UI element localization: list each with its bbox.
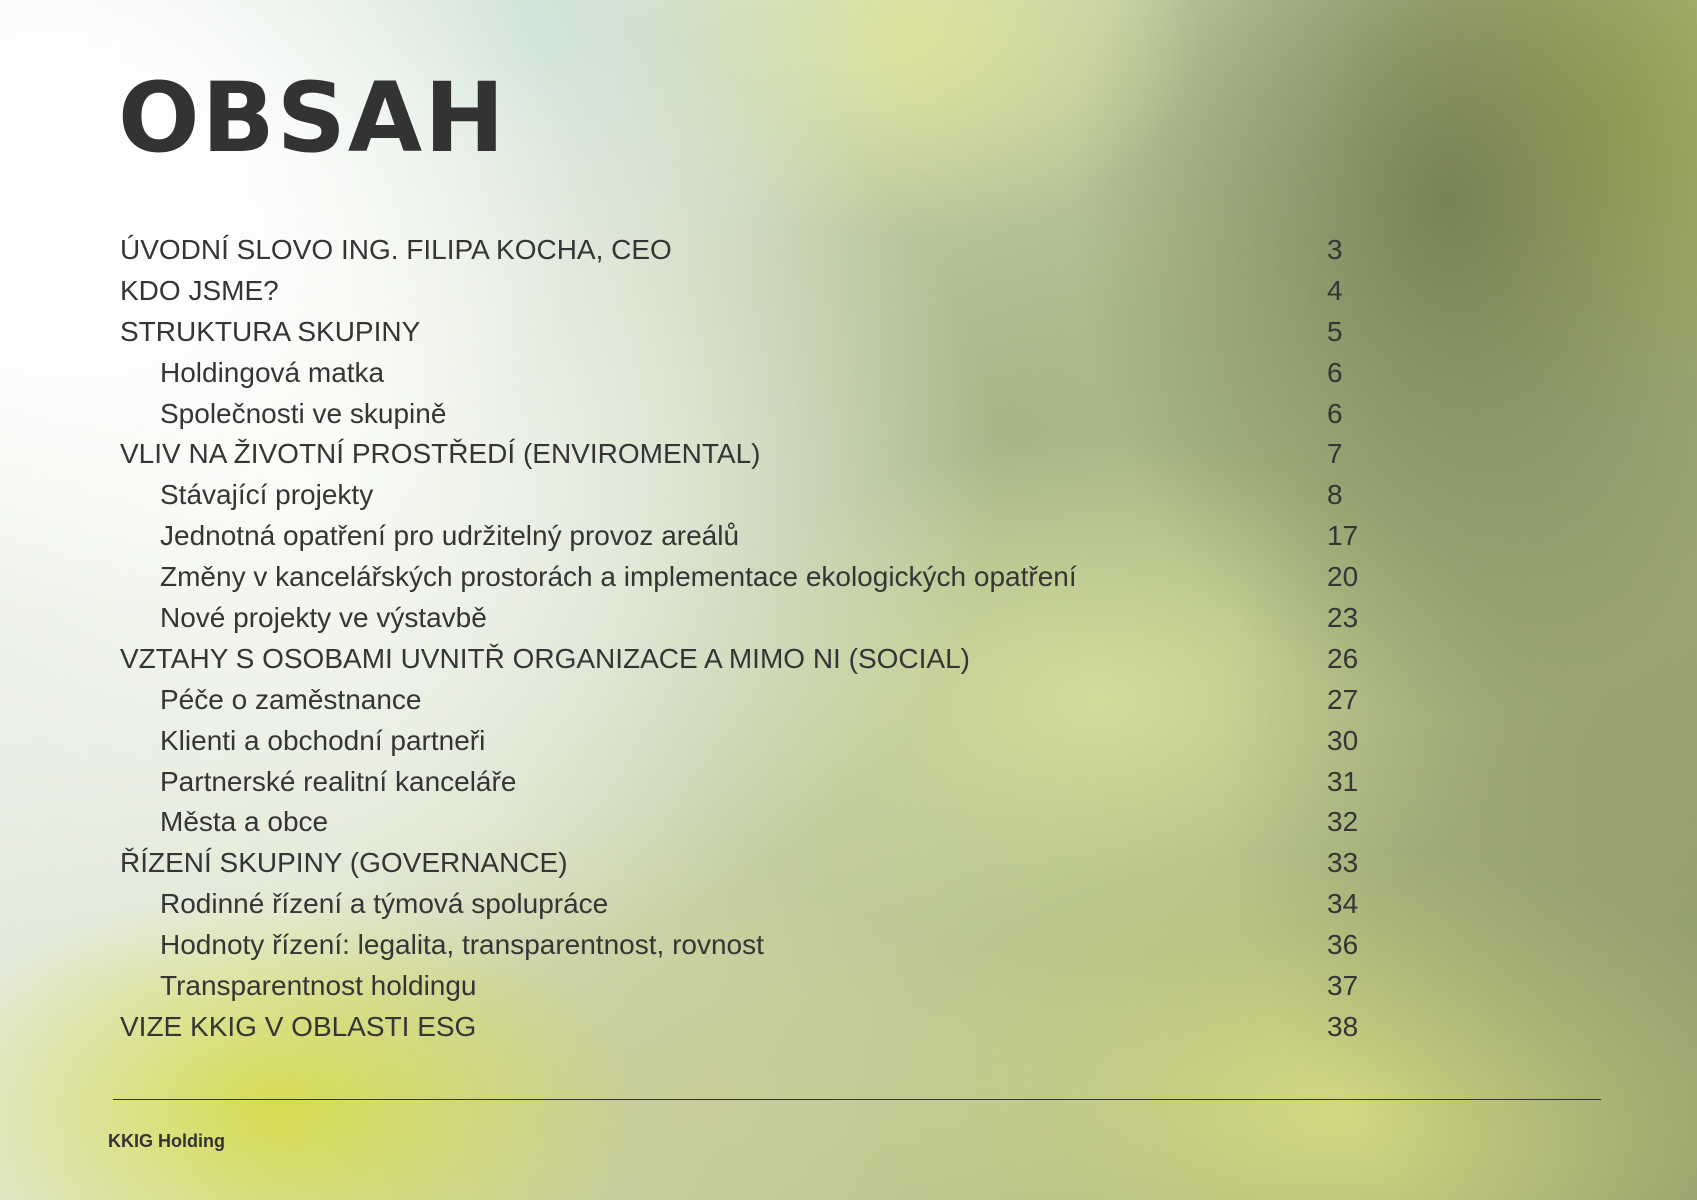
toc-entry-label: Holdingová matka — [160, 356, 385, 388]
table-of-contents — [120, 230, 1360, 1048]
toc-subentry[interactable] — [120, 721, 1360, 762]
toc-entry-page-number: 34 — [1327, 888, 1359, 920]
toc-entry-page-number: 17 — [1327, 520, 1359, 552]
toc-entry-label: Hodnoty řízení: legalita, transparentnost, rovnost — [160, 929, 764, 961]
toc-subentry[interactable] — [120, 516, 1360, 557]
toc-entry-page-number: 20 — [1327, 561, 1359, 593]
toc-entry[interactable] — [120, 230, 1360, 271]
toc-subentry[interactable] — [120, 680, 1360, 721]
toc-entry-label: Města a obce — [160, 806, 329, 838]
toc-entry-page-number: 31 — [1327, 765, 1359, 797]
toc-subentry[interactable] — [120, 557, 1360, 598]
toc-entry-label: Jednotná opatření pro udržitelný provoz areálů — [160, 520, 740, 552]
footer-divider — [113, 1099, 1601, 1100]
toc-entry-page-number: 36 — [1327, 929, 1359, 961]
toc-entry[interactable] — [120, 271, 1360, 312]
toc-entry-page-number: 3 — [1327, 234, 1343, 265]
toc-subentry[interactable] — [120, 762, 1360, 803]
toc-entry-label: Nové projekty ve výstavbě — [160, 602, 487, 634]
toc-entry-page-number: 5 — [1327, 315, 1343, 347]
toc-subentry[interactable] — [120, 598, 1360, 639]
toc-entry-label: Partnerské realitní kanceláře — [160, 765, 517, 797]
toc-entry-label: Klienti a obchodní partneři — [160, 724, 486, 756]
toc-entry-label: VLIV NA ŽIVOTNÍ PROSTŘEDÍ (ENVIROMENTAL) — [120, 438, 761, 470]
toc-entry[interactable] — [120, 843, 1360, 884]
toc-entry-label: KDO JSME? — [120, 274, 279, 306]
toc-entry[interactable] — [120, 312, 1360, 353]
toc-subentry[interactable] — [120, 966, 1360, 1007]
toc-entry-page-number: 27 — [1327, 683, 1359, 715]
toc-entry-label: Transparentnost holdingu — [160, 970, 477, 1002]
toc-entry-page-number: 37 — [1327, 970, 1359, 1002]
toc-entry[interactable] — [120, 1007, 1360, 1048]
toc-entry-page-number: 4 — [1327, 274, 1343, 306]
toc-entry-label: ÚVODNÍ SLOVO ING. FILIPA KOCHA, CEO — [120, 234, 672, 265]
toc-entry[interactable] — [120, 639, 1360, 680]
toc-entry[interactable] — [120, 434, 1360, 475]
toc-subentry[interactable] — [120, 884, 1360, 925]
toc-subentry[interactable] — [120, 925, 1360, 966]
toc-entry-label: Změny v kancelářských prostorách a implementace ekologických opatření — [160, 561, 1077, 593]
toc-subentry[interactable] — [120, 475, 1360, 516]
toc-entry-page-number: 7 — [1327, 438, 1343, 470]
toc-entry-label: Péče o zaměstnance — [160, 683, 422, 715]
toc-entry-label: VZTAHY S OSOBAMI UVNITŘ ORGANIZACE A MIMO NI (SOCIAL) — [120, 642, 970, 674]
toc-entry-page-number: 6 — [1327, 397, 1343, 429]
toc-entry-label: Rodinné řízení a týmová spolupráce — [160, 888, 609, 920]
toc-entry-page-number: 8 — [1327, 479, 1343, 511]
toc-entry-label: ŘÍZENÍ SKUPINY (GOVERNANCE) — [120, 847, 568, 879]
footer-company-name: KKIG Holding — [108, 1131, 225, 1151]
toc-entry-page-number: 33 — [1327, 847, 1359, 879]
toc-entry-label: VIZE KKIG V OBLASTI ESG — [120, 1010, 477, 1042]
toc-subentry[interactable] — [120, 802, 1360, 843]
toc-entry-page-number: 32 — [1327, 806, 1359, 838]
page-title: OBSAH — [118, 62, 507, 174]
toc-entry-page-number: 30 — [1327, 724, 1359, 756]
toc-entry-page-number: 6 — [1327, 356, 1343, 388]
toc-entry-label: Společnosti ve skupině — [160, 397, 447, 429]
toc-subentry[interactable] — [120, 394, 1360, 435]
toc-entry-page-number: 23 — [1327, 602, 1359, 634]
toc-entry-label: STRUKTURA SKUPINY — [120, 315, 421, 347]
toc-entry-page-number: 38 — [1327, 1010, 1359, 1042]
toc-subentry[interactable] — [120, 353, 1360, 394]
toc-entry-page-number: 26 — [1327, 642, 1359, 674]
toc-entry-label: Stávající projekty — [160, 479, 374, 511]
